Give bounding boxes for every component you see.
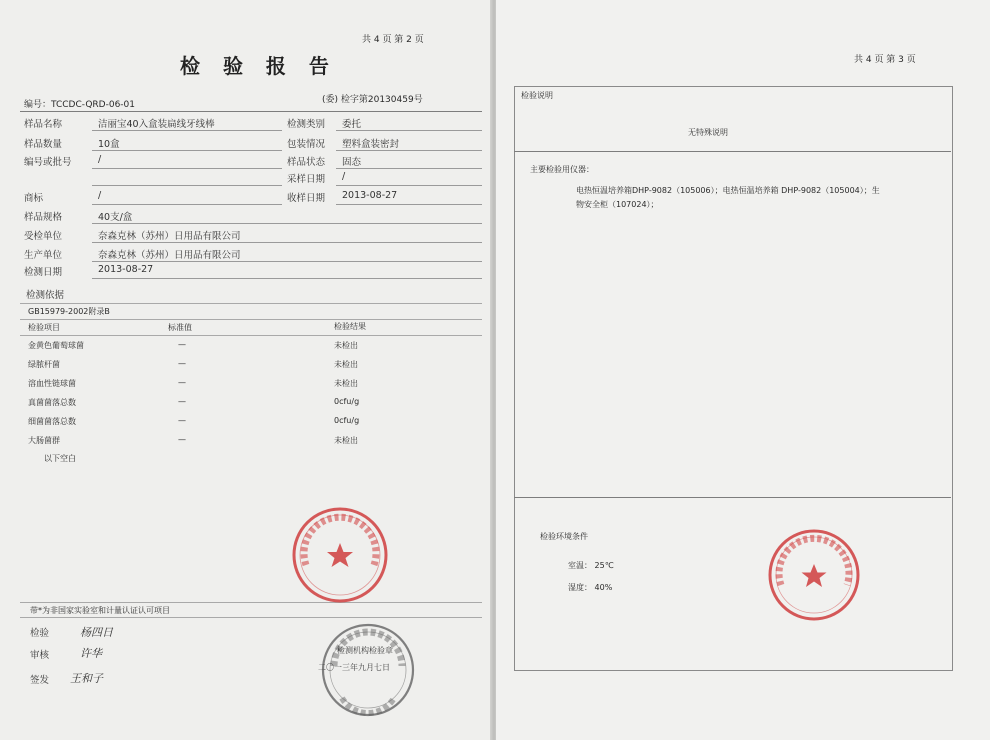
field-underline [92, 204, 282, 205]
header-rule [20, 111, 482, 112]
field-underline [92, 242, 482, 243]
field-value: 洁丽宝40入盒装扁线牙线棒 [98, 119, 215, 130]
result-value: 0cfu/g [334, 397, 360, 406]
field-underline [336, 150, 482, 151]
basis-value: GB15979-2002附录B [28, 307, 110, 316]
result-standard: — [178, 416, 186, 425]
report-page-right [496, 0, 990, 740]
result-value: 未检出 [334, 360, 358, 369]
results-header-standard: 标准值 [168, 323, 192, 332]
signature-inspect: 杨四日 [80, 626, 113, 639]
divider [20, 335, 482, 336]
field-underline [92, 278, 482, 279]
sign-label-review: 审核 [30, 650, 50, 661]
env-label: 检验环境条件 [540, 532, 588, 541]
field-value: 奈森克林（苏州）日用品有限公司 [98, 231, 241, 242]
field-label: 样品状态 [287, 157, 326, 168]
field-value: 2013-08-27 [342, 190, 398, 201]
divider [20, 319, 482, 320]
instruments-line-1: 电热恒温培养箱DHP-9082（105006）；电热恒温培养箱 DHP-9082（105004）；生 [576, 186, 880, 195]
notes-label: 检验说明 [521, 91, 553, 100]
instruments-line-2: 物安全柜（107024）； [576, 200, 659, 209]
field-label: 采样日期 [287, 174, 326, 185]
field-label: 包装情况 [287, 139, 326, 150]
divider [20, 602, 482, 603]
result-item: 绿脓杆菌 [28, 360, 60, 369]
field-value: / [98, 190, 102, 201]
result-standard: — [178, 359, 186, 368]
field-label: 受检单位 [24, 231, 63, 242]
field-value: 奈森克林（苏州）日用品有限公司 [98, 250, 241, 261]
instruments-label: 主要检验用仪器： [530, 165, 594, 174]
field-underline [92, 223, 482, 224]
env-humidity: 湿度： 40% [568, 583, 613, 592]
field-underline [92, 261, 482, 262]
field-value: 10盒 [98, 139, 120, 150]
field-value: 2013-08-27 [98, 264, 154, 275]
field-label: 编号或批号 [24, 157, 72, 168]
report-page-left [0, 0, 492, 740]
sign-label-issue: 签发 [30, 675, 50, 686]
blank-note: 以下空白 [44, 454, 76, 463]
commission-number: (委) 检字第20130459号 [322, 95, 423, 105]
divider [514, 497, 951, 498]
page-number: 共 4 页 第 3 页 [854, 55, 916, 65]
result-item: 金黄色葡萄球菌 [28, 341, 84, 350]
results-header-result: 检验结果 [334, 322, 366, 331]
result-value: 未检出 [334, 379, 358, 388]
divider [514, 151, 951, 152]
report-number: 编号：TCCDC-QRD-06-01 [24, 100, 135, 110]
field-value: 塑料盒装密封 [342, 139, 400, 150]
field-label: 生产单位 [24, 250, 63, 261]
field-value: 固态 [342, 157, 362, 168]
basis-label: 检测依据 [26, 290, 65, 301]
field-label: 商标 [24, 193, 44, 204]
results-header-item: 检验项目 [28, 323, 60, 332]
field-underline [336, 168, 482, 169]
sign-label-inspect: 检验 [30, 628, 50, 639]
field-underline [336, 185, 482, 186]
seal-text: 检测机构检验章 [337, 646, 393, 655]
field-underline [92, 168, 282, 169]
seal-date: 二〇一三年九月七日 [318, 663, 390, 672]
result-value: 未检出 [334, 436, 358, 445]
signature-review: 许华 [80, 647, 102, 660]
result-standard: — [178, 340, 186, 349]
result-standard: — [178, 378, 186, 387]
field-label: 样品名称 [24, 119, 63, 130]
result-value: 0cfu/g [334, 416, 360, 425]
field-underline [336, 130, 482, 131]
field-label: 样品规格 [24, 212, 63, 223]
field-value: 委托 [342, 119, 362, 130]
result-item: 真菌菌落总数 [28, 398, 76, 407]
field-label: 样品数量 [24, 139, 63, 150]
field-underline [336, 204, 482, 205]
field-value: / [98, 154, 102, 165]
field-underline [92, 185, 282, 186]
field-underline [92, 150, 282, 151]
company-seal-icon [766, 527, 862, 623]
result-standard: — [178, 397, 186, 406]
field-label: 收样日期 [287, 193, 326, 204]
env-temperature: 室温： 25℃ [568, 561, 614, 570]
result-item: 细菌菌落总数 [28, 417, 76, 426]
field-value: / [342, 171, 346, 182]
field-underline [92, 130, 282, 131]
signature-issue: 王和子 [70, 672, 103, 685]
notes-value: 无特殊说明 [688, 128, 728, 137]
divider [20, 303, 482, 304]
company-seal-icon [290, 505, 390, 605]
result-item: 大肠菌群 [28, 436, 60, 445]
result-item: 溶血性链球菌 [28, 379, 76, 388]
report-title: 检 验 报 告 [180, 54, 337, 78]
field-label: 检测日期 [24, 267, 63, 278]
divider [20, 617, 482, 618]
page-number: 共 4 页 第 2 页 [362, 35, 424, 45]
footnote: 带*为非国家实验室和计量认证认可项目 [30, 606, 170, 615]
field-value: 40支/盒 [98, 212, 133, 223]
result-standard: — [178, 435, 186, 444]
result-value: 未检出 [334, 341, 358, 350]
field-label: 检测类别 [287, 119, 326, 130]
